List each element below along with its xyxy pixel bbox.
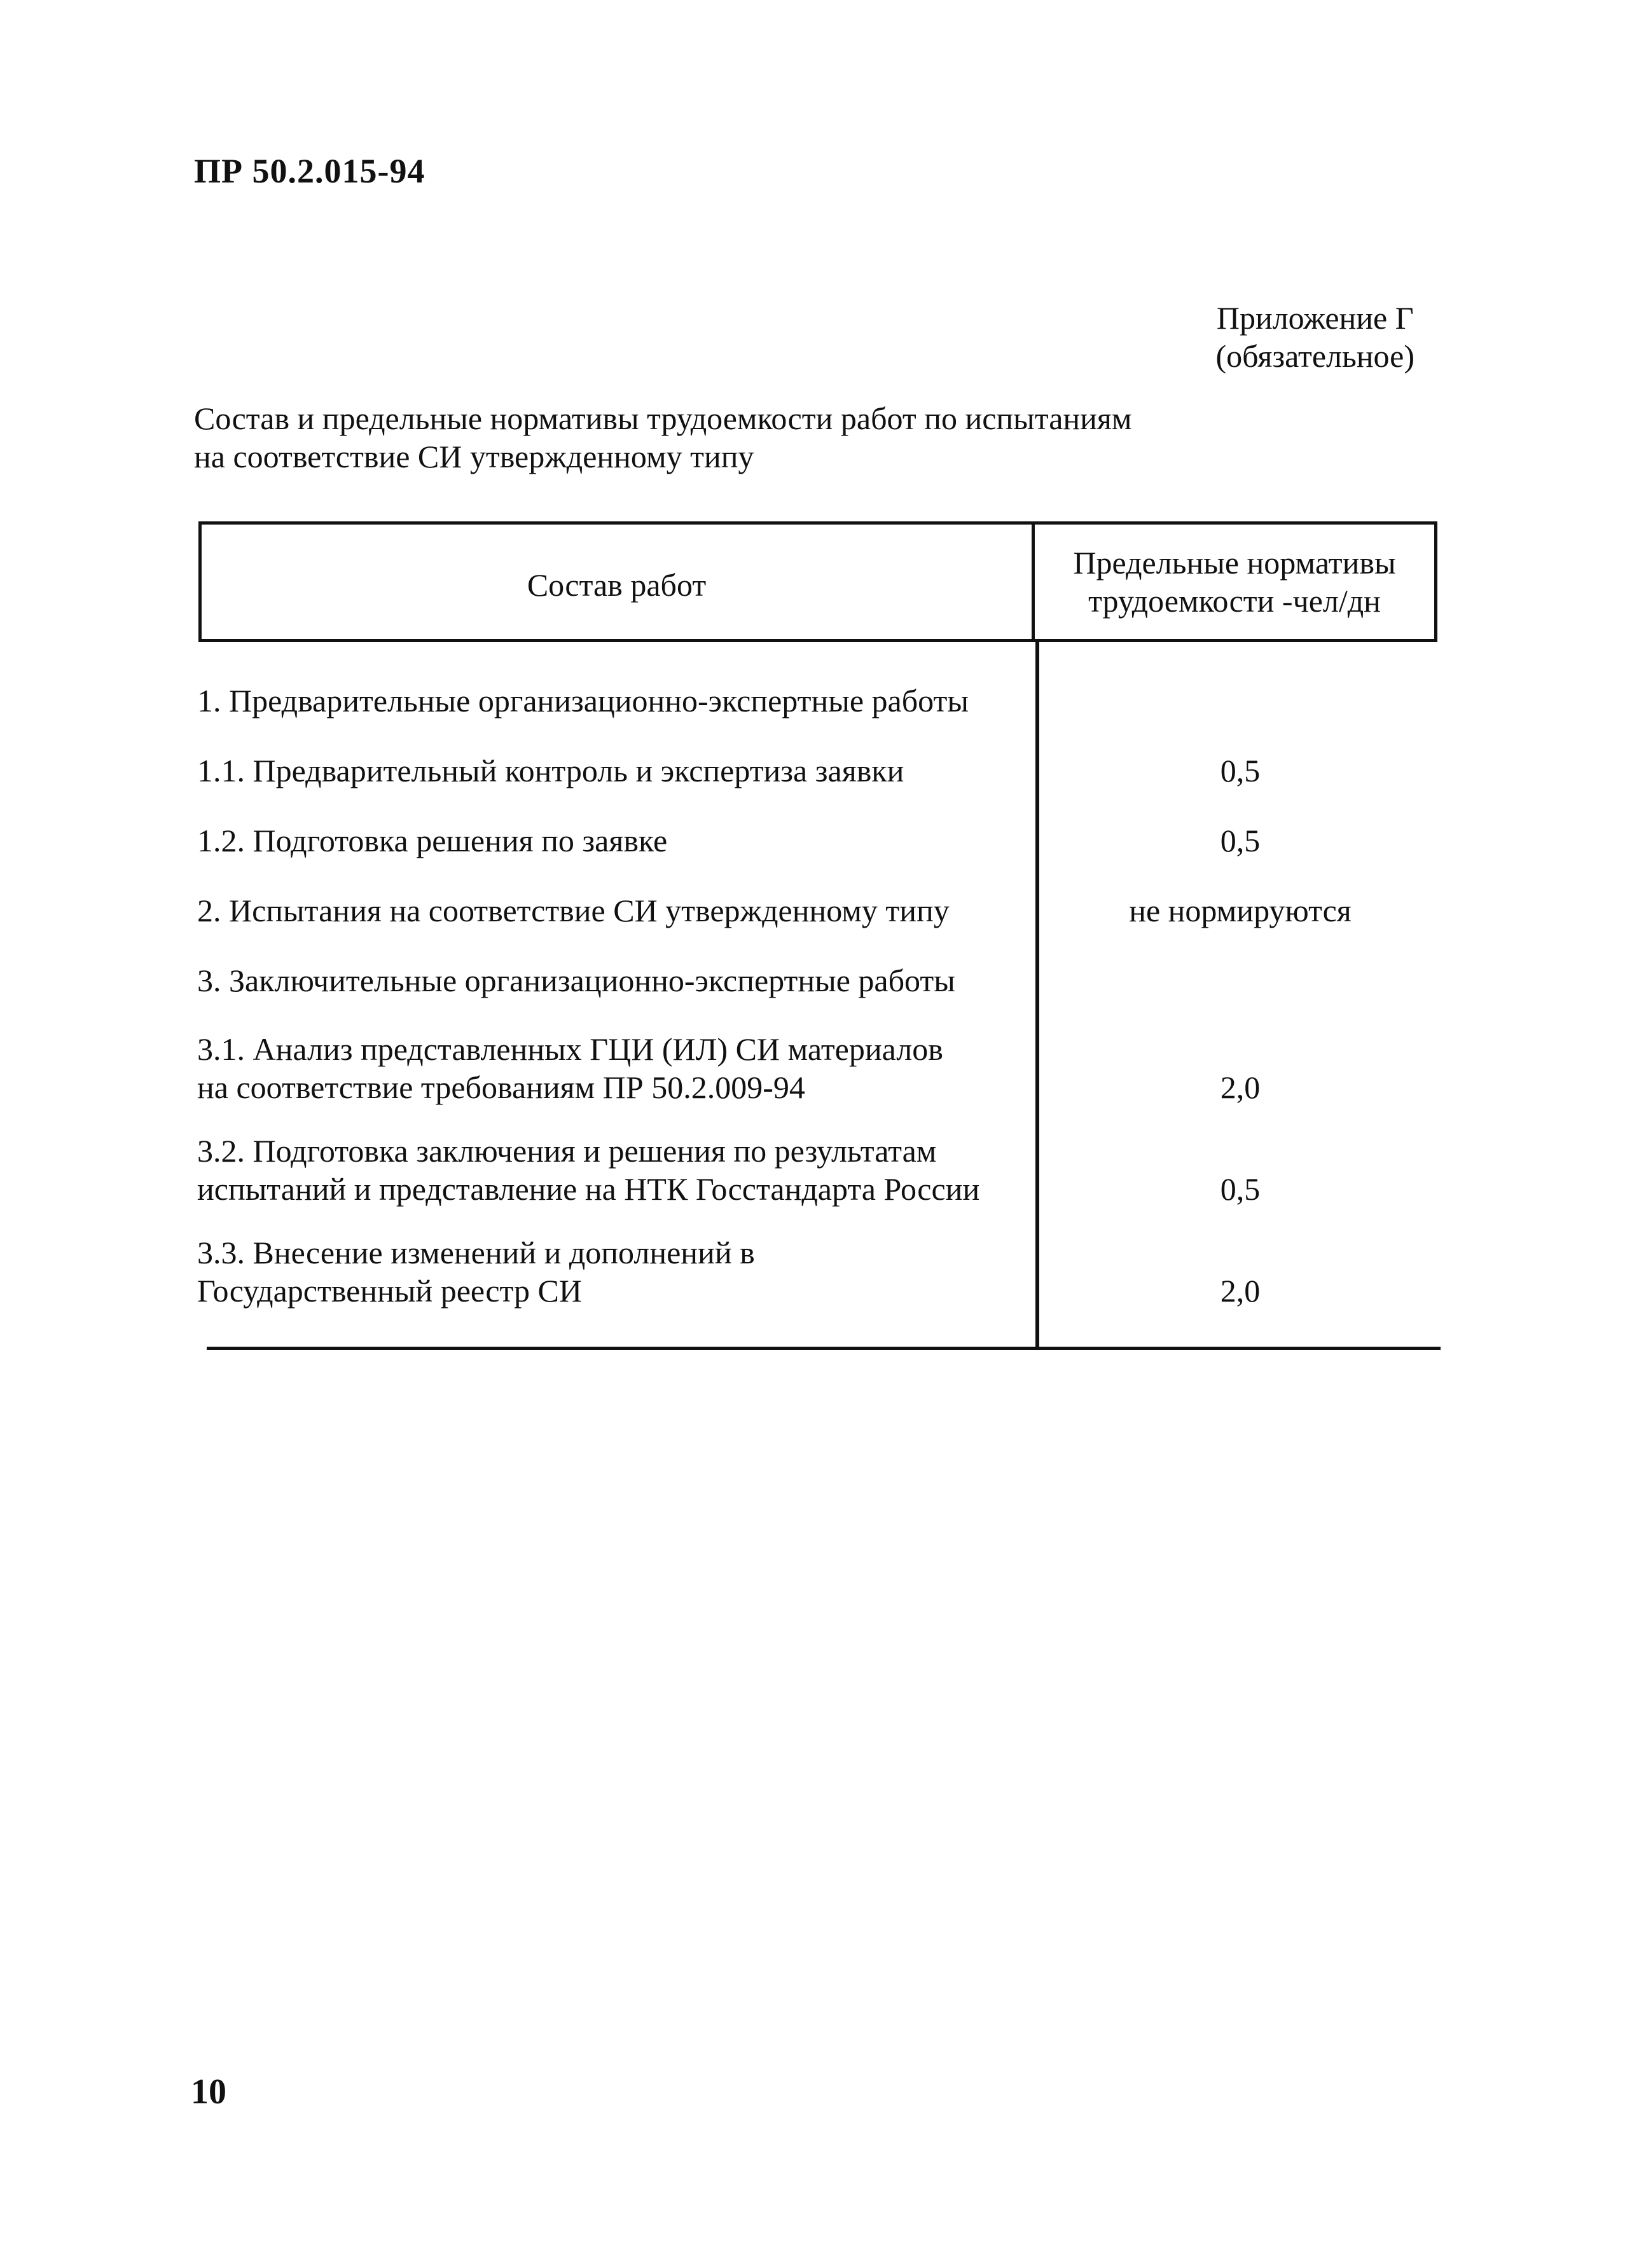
column-header-labor-norms-line2: трудоемкости -чел/дн (1088, 583, 1381, 619)
row-label: 2. Испытания на соответствие СИ утвержденному типу (197, 893, 950, 928)
row-value: 2,0 (1220, 1273, 1261, 1309)
table-bottom-rule (207, 1347, 1441, 1350)
row-label: 3.1. Анализ представленных ГЦИ (ИЛ) СИ материалов на соответствие требованиям ПР 50.2.009-94 (197, 1031, 943, 1105)
row-value: 0,5 (1220, 823, 1261, 858)
row-value: 0,5 (1220, 753, 1261, 788)
row-label: 1.1. Предварительный контроль и экспертиза заявки (197, 753, 904, 788)
row-label: 1. Предварительные организационно-экспертные работы (197, 683, 969, 718)
document-code: ПР 50.2.015-94 (194, 152, 425, 190)
appendix-title: Приложение Г (1216, 300, 1414, 336)
table-body-divider (1035, 642, 1039, 1349)
row-label: 3. Заключительные организационно-экспертные работы (197, 963, 955, 998)
column-header-labor-norms (1035, 521, 1434, 642)
row-label: 3.3. Внесение изменений и дополнений в Государственный реестр СИ (197, 1235, 755, 1309)
table-title-line1: Состав и предельные нормативы трудоемкости работ по испытаниям (194, 401, 1132, 436)
page-number: 10 (191, 2072, 226, 2112)
row-value: 0,5 (1220, 1171, 1261, 1207)
appendix-heading (1216, 299, 1415, 375)
table-title-line2: на соответствие СИ утвержденному типу (194, 439, 754, 474)
column-header-work-composition: Состав работ (527, 567, 707, 603)
row-value: 2,0 (1220, 1069, 1261, 1105)
table-title (194, 399, 1402, 476)
appendix-subtitle: (обязательное) (1215, 338, 1414, 374)
row-label: 3.2. Подготовка заключения и решения по результатам испытаний и представление на НТК Госстандарта России (197, 1133, 980, 1207)
row-value: не нормируются (1129, 893, 1352, 928)
column-header-labor-norms-line1: Предельные нормативы (1073, 545, 1396, 581)
row-label: 1.2. Подготовка решения по заявке (197, 823, 668, 858)
